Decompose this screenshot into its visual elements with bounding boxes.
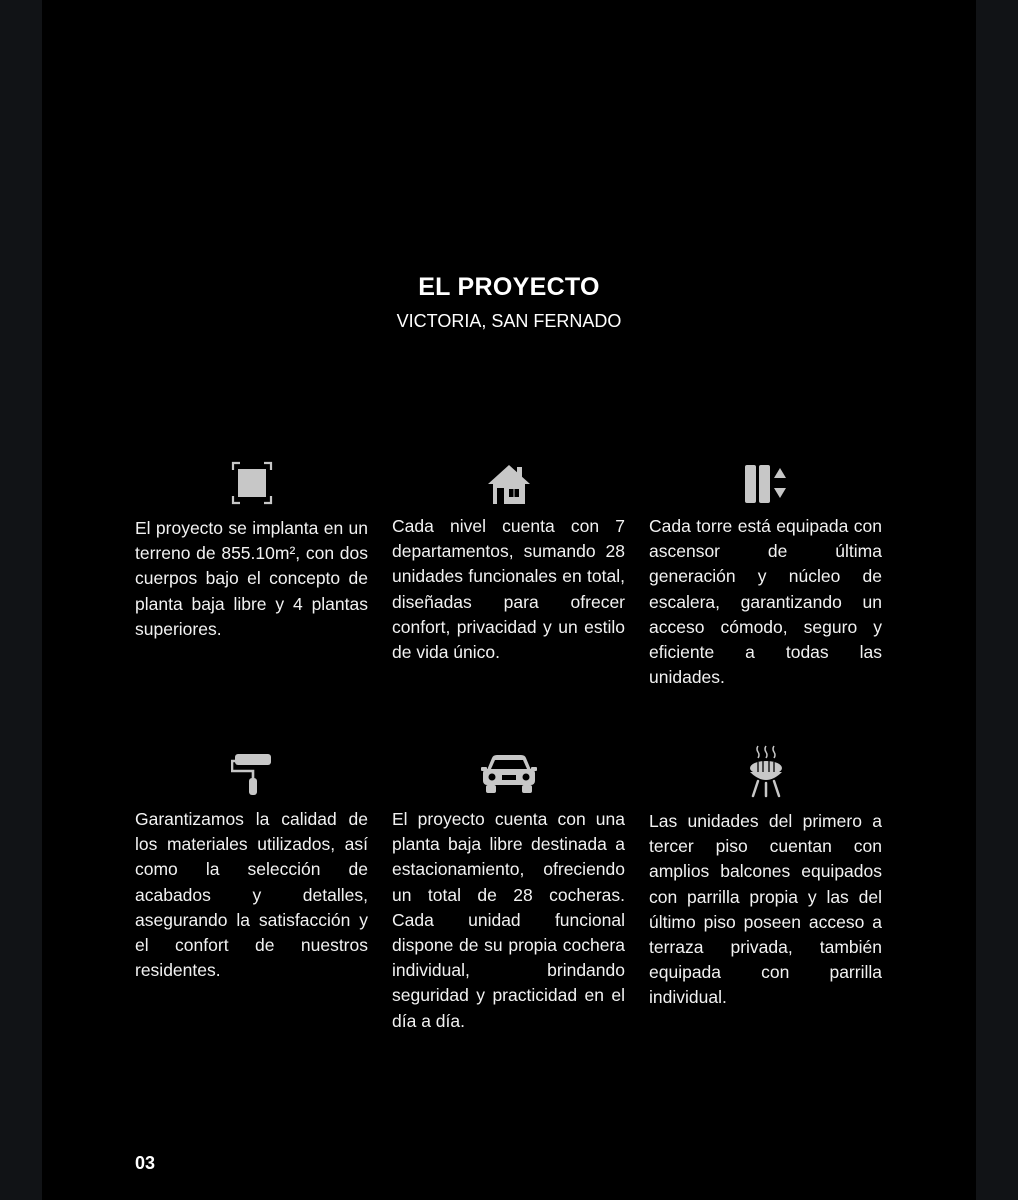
feature-grill [649,744,882,1011]
car-icon [481,752,537,796]
house-icon [486,463,532,505]
page-subtitle: VICTORIA, SAN FERNADO [396,311,622,331]
feature-text: El proyecto se implanta en un terreno de 855.10m², con dos cuerpos bajo el concepto de planta baja libre y 4 plantas superiores. [135,518,368,639]
feature-land [135,461,368,642]
feature-text: El proyecto cuenta con una planta baja libre destinada a estacionamiento, ofreciendo un total de 28 cocheras. Cada unidad funcional dispone de su propia cochera individual, brindando seguridad y practicidad en el día a día. [392,809,625,1031]
feature-materials [135,752,368,983]
document-page [42,0,976,1200]
feature-parking [392,752,625,1034]
elevator-icon [743,463,789,505]
feature-units [392,463,625,665]
page-number: 03 [135,1153,156,1173]
paint-roller-icon [231,752,273,796]
feature-text: Cada nivel cuenta con 7 departamentos, sumando 28 unidades funcionales en total, diseñadas para ofrecer confort, privacidad y un estilo de vida único. [392,516,625,663]
page-title: EL PROYECTO [418,273,600,301]
feature-elevator [649,463,882,690]
feature-text: Las unidades del primero a tercer piso cuentan con amplios balcones equipados con parrilla propia y las del último piso poseen acceso a terraza privada, también equipada con parrilla individual. [649,811,882,1008]
feature-text: Garantizamos la calidad de los materiales utilizados, así como la selección de acabados y detalles, asegurando la satisfacción y el confort de nuestros residentes. [135,809,368,981]
land-area-icon [231,461,273,505]
grill-icon [746,744,786,798]
feature-text: Cada torre está equipada con ascensor de última generación y núcleo de escalera, garantizando un acceso cómodo, seguro y eficiente a todas las unidades. [649,516,882,688]
